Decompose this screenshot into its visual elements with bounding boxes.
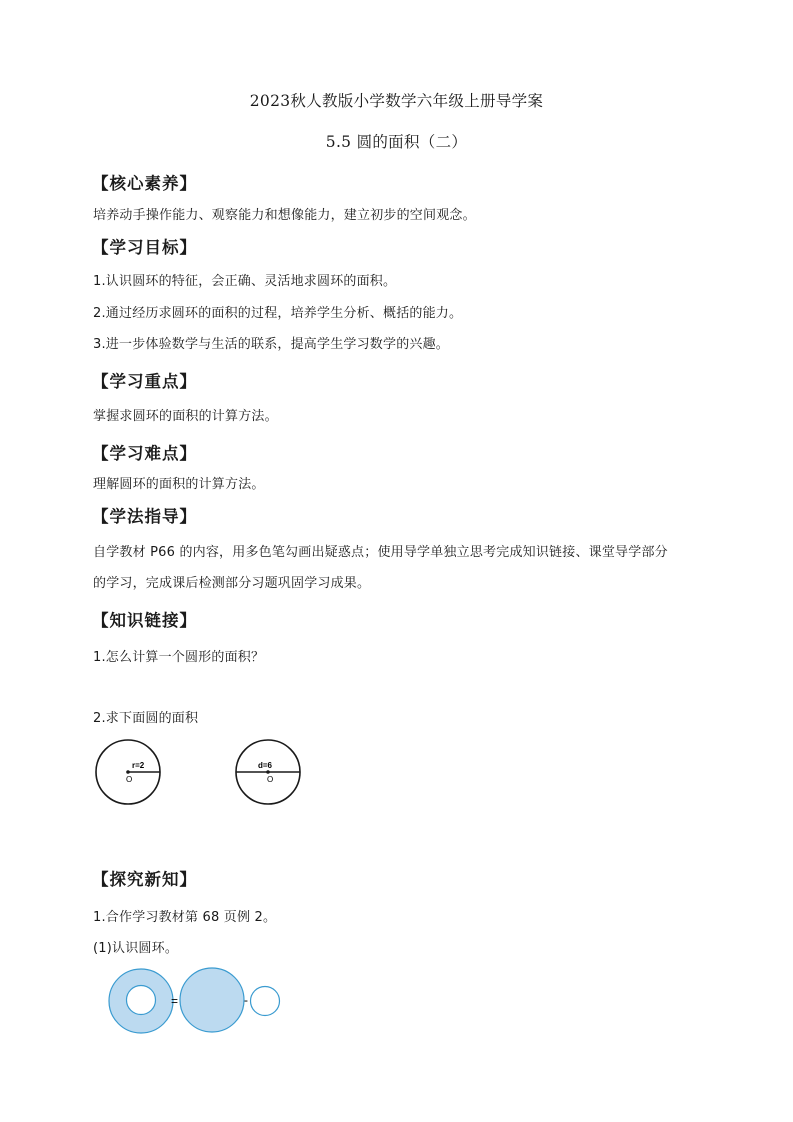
document-title: 2023秋人教版小学数学六年级上册导学案: [249, 92, 544, 110]
explore-item-1: 1.合作学习教材第 68 页例 2。: [93, 910, 277, 925]
method-guide-line-2: 的学习，完成课后检测部分习题巩固学习成果。: [93, 576, 371, 591]
diameter-label: d=6: [258, 761, 273, 770]
learning-goal-3: 3.进一步体验数学与生活的联系，提高学生学习数学的兴趣。: [93, 337, 450, 352]
method-guide-heading: 【学法指导】: [92, 507, 197, 526]
radius-label: r=2: [132, 761, 145, 770]
lesson-subtitle: 5.5 圆的面积（二）: [325, 133, 468, 151]
circle-diameter-figure: [234, 738, 302, 806]
center-label: O: [126, 775, 133, 784]
circle-radius-figure: [94, 738, 162, 806]
center-dot: [126, 770, 130, 774]
knowledge-question-2: 2.求下面圆的面积: [93, 711, 199, 726]
ring-inner-hole: [127, 986, 156, 1015]
ring-equation-figure: [108, 968, 288, 1034]
difficulty-text: 理解圆环的面积的计算方法。: [93, 477, 265, 492]
learning-goal-2: 2.通过经历求圆环的面积的过程，培养学生分析、概括的能力。: [93, 306, 463, 321]
explore-item-2: (1)认识圆环。: [93, 941, 179, 956]
learning-goal-1: 1.认识圆环的特征，会正确、灵活地求圆环的面积。: [93, 274, 397, 289]
big-circle: [180, 968, 244, 1032]
explore-heading: 【探究新知】: [92, 870, 197, 889]
center-dot: [266, 770, 270, 774]
equals-sign: =: [171, 994, 179, 1008]
center-label: O: [267, 775, 274, 784]
difficulty-heading: 【学习难点】: [92, 444, 197, 463]
key-points-heading: 【学习重点】: [92, 372, 197, 391]
core-literacy-heading: 【核心素养】: [92, 174, 197, 193]
core-literacy-text: 培养动手操作能力、观察能力和想像能力，建立初步的空间观念。: [93, 208, 476, 223]
knowledge-link-heading: 【知识链接】: [92, 611, 197, 630]
minus-sign: -: [244, 993, 248, 1007]
knowledge-question-1: 1.怎么计算一个圆形的面积？: [93, 650, 265, 665]
key-points-text: 掌握求圆环的面积的计算方法。: [93, 409, 278, 424]
learning-goals-heading: 【学习目标】: [92, 238, 197, 257]
small-circle: [251, 987, 280, 1016]
method-guide-line-1: 自学教材 P66 的内容，用多色笔勾画出疑惑点；使用导学单独立思考完成知识链接、课堂导学部分: [93, 545, 668, 560]
